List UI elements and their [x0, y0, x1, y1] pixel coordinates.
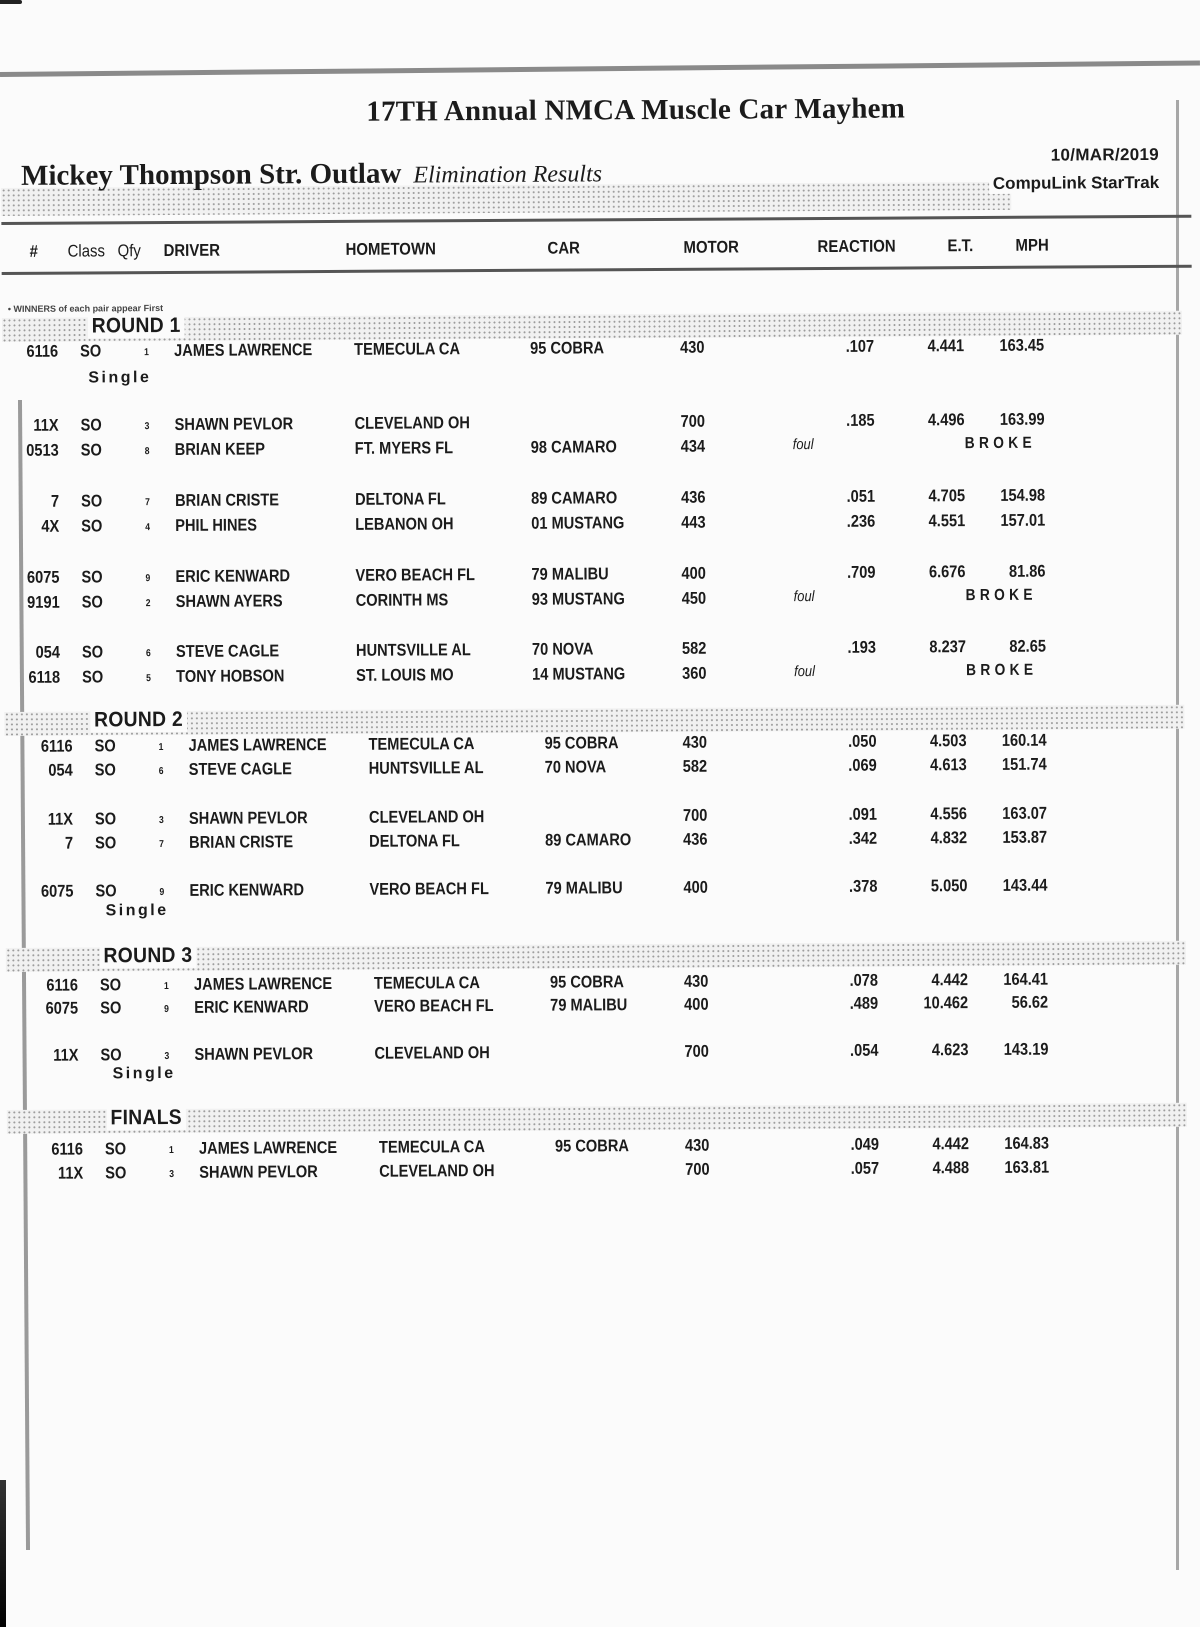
car-number: 0513: [26, 440, 59, 460]
elapsed-time: 4.496: [927, 410, 965, 430]
class-code: SO: [81, 516, 103, 536]
motor-size: 400: [683, 877, 708, 897]
winners-note: • WINNERS of each pair appear First: [7, 303, 164, 314]
motor-size: 430: [682, 732, 708, 752]
col-reaction: REACTION: [817, 236, 896, 257]
reaction-time: .489: [849, 993, 879, 1013]
broke-status: BROKE: [964, 434, 1036, 453]
reaction-time: .378: [848, 876, 878, 896]
car-model: 93 MUSTANG: [531, 589, 625, 609]
hometown: DELTONA FL: [354, 489, 446, 509]
driver-name: BRIAN KEEP: [174, 439, 265, 459]
qualifying-position: 7: [159, 839, 164, 851]
class-name: Mickey Thompson Str. Outlaw: [20, 157, 402, 192]
qualifying-position: 9: [159, 887, 165, 899]
elapsed-time: 4.442: [931, 970, 969, 990]
elapsed-time: 4.623: [931, 1040, 969, 1060]
car-number: 6116: [26, 341, 59, 361]
report-date: 10/MAR/2019: [1050, 144, 1160, 165]
class-code: SO: [104, 1139, 127, 1159]
hometown: FT. MYERS FL: [354, 438, 454, 458]
col-car: CAR: [547, 238, 581, 258]
elapsed-time: 4.442: [932, 1134, 970, 1154]
car-number: 11X: [57, 1163, 84, 1183]
col-driver: DRIVER: [163, 240, 221, 261]
hometown: TEMECULA CA: [368, 734, 475, 754]
col-qfy: Qfy: [117, 241, 141, 261]
qualifying-position: 4: [145, 522, 151, 534]
qualifying-position: 9: [145, 573, 151, 585]
car-model: 79 MALIBU: [545, 878, 623, 898]
driver-name: SHAWN PEVLOR: [174, 414, 294, 434]
qualifying-position: 6: [158, 766, 164, 778]
class-code: SO: [80, 440, 102, 460]
car-model: 01 MUSTANG: [531, 513, 625, 533]
trap-speed: 164.83: [1004, 1133, 1050, 1153]
motor-size: 582: [681, 638, 707, 658]
driver-name: ERIC KENWARD: [175, 566, 291, 586]
motor-size: 430: [683, 971, 709, 991]
reaction-time: .107: [845, 336, 875, 356]
motor-size: 430: [684, 1135, 710, 1155]
class-code: SO: [94, 736, 116, 756]
motor-size: 582: [682, 756, 708, 776]
header-rule-bottom: [2, 265, 1192, 275]
trap-speed: 82.65: [1009, 636, 1047, 656]
class-code: SO: [100, 998, 122, 1018]
hometown: HUNTSVILLE AL: [355, 640, 471, 660]
car-number: 9191: [27, 592, 60, 612]
trap-speed: 143.19: [1003, 1039, 1049, 1059]
report-type: Elimination Results: [413, 161, 603, 189]
trap-speed: 143.44: [1002, 875, 1048, 895]
foul-indicator: foul: [793, 588, 815, 606]
driver-name: ERIC KENWARD: [189, 880, 305, 900]
driver-name: ERIC KENWARD: [194, 997, 309, 1017]
car-model: 89 CAMARO: [545, 830, 632, 850]
round-label: ROUND 1: [88, 314, 184, 339]
class-code: SO: [105, 1163, 127, 1183]
car-number: 7: [64, 833, 74, 853]
car-model: 95 COBRA: [544, 733, 619, 753]
reaction-time: .091: [848, 804, 878, 824]
foul-indicator: foul: [794, 663, 815, 681]
driver-name: PHIL HINES: [175, 515, 258, 535]
trap-speed: 163.81: [1004, 1157, 1050, 1177]
motor-size: 400: [681, 563, 706, 583]
car-number: 6075: [45, 998, 79, 1018]
class-code: SO: [95, 881, 117, 901]
foul-indicator: foul: [792, 436, 814, 454]
motor-size: 436: [683, 829, 708, 849]
elapsed-time: 4.705: [928, 486, 966, 506]
round-label: ROUND 2: [90, 708, 186, 733]
reaction-time: .236: [846, 511, 876, 531]
hometown: VERO BEACH FL: [374, 996, 494, 1016]
hometown: LEBANON OH: [355, 514, 454, 534]
single-run-label: Single: [105, 901, 169, 920]
hometown: CLEVELAND OH: [354, 413, 470, 433]
class-title: [21, 156, 602, 193]
elapsed-time: 5.050: [930, 876, 968, 896]
car-number: 054: [48, 760, 73, 780]
elapsed-time: 4.488: [932, 1158, 970, 1178]
col-class: Class: [67, 241, 106, 261]
elapsed-time: 10.462: [923, 993, 969, 1013]
qualifying-position: 3: [169, 1168, 174, 1180]
qualifying-position: 3: [164, 1050, 170, 1063]
hometown: CLEVELAND OH: [368, 807, 485, 827]
col-motor: MOTOR: [683, 237, 739, 257]
motor-size: 430: [680, 337, 705, 357]
qualifying-position: 5: [146, 673, 151, 685]
class-code: SO: [81, 491, 103, 511]
reaction-time: .051: [846, 486, 876, 506]
elapsed-time: 4.556: [930, 804, 968, 824]
driver-name: STEVE CAGLE: [188, 759, 292, 779]
car-number: 11X: [53, 1045, 79, 1065]
class-code: SO: [100, 1045, 122, 1065]
trap-speed: 154.98: [1000, 485, 1046, 505]
car-model: 98 CAMARO: [530, 437, 617, 457]
car-number: 7: [50, 491, 60, 511]
motor-size: 700: [684, 1041, 709, 1061]
reaction-time: .078: [849, 970, 879, 990]
reaction-time: .054: [849, 1040, 879, 1060]
hometown: TEMECULA CA: [378, 1137, 485, 1157]
col-num: #: [29, 241, 38, 261]
col-mph: MPH: [1015, 235, 1049, 255]
car-model: 70 NOVA: [531, 639, 594, 659]
car-model: 95 COBRA: [554, 1136, 630, 1156]
car-model: 89 CAMARO: [530, 488, 618, 508]
trap-speed: 157.01: [1000, 510, 1046, 530]
motor-size: 700: [682, 805, 708, 825]
hometown: HUNTSVILLE AL: [368, 758, 484, 778]
car-number: 6116: [46, 975, 79, 995]
class-code: SO: [81, 642, 104, 662]
reaction-time: .069: [848, 755, 877, 775]
reaction-time: .185: [846, 410, 875, 430]
class-code: SO: [95, 833, 117, 853]
reaction-time: .050: [848, 731, 877, 751]
reaction-time: .709: [846, 562, 876, 582]
driver-name: SHAWN PEVLOR: [194, 1044, 314, 1064]
motor-size: 700: [680, 411, 706, 431]
car-model: 95 COBRA: [549, 972, 624, 992]
class-code: SO: [99, 975, 122, 995]
car-number: 11X: [47, 809, 74, 829]
elapsed-time: 4.613: [930, 755, 967, 775]
driver-name: JAMES LAWRENCE: [193, 973, 333, 994]
single-run-label: Single: [88, 369, 152, 387]
car-model: 14 MUSTANG: [532, 664, 626, 684]
hometown: ST. LOUIS MO: [356, 665, 454, 685]
broke-status: BROKE: [966, 661, 1038, 680]
motor-size: 436: [680, 487, 706, 507]
hometown: VERO BEACH FL: [369, 879, 489, 899]
qualifying-position: 7: [145, 497, 150, 509]
round-header-4: [7, 1103, 1187, 1134]
qualifying-position: 1: [158, 742, 164, 754]
motor-size: 400: [684, 994, 709, 1014]
car-number: 4X: [41, 516, 60, 536]
qualifying-position: 3: [144, 421, 150, 433]
driver-name: SHAWN PEVLOR: [188, 808, 308, 828]
driver-name: JAMES LAWRENCE: [174, 340, 313, 360]
qualifying-position: 2: [145, 598, 151, 610]
class-code: SO: [81, 567, 103, 587]
trap-speed: 56.62: [1011, 992, 1049, 1012]
motor-size: 443: [681, 512, 706, 532]
qualifying-position: 6: [145, 648, 151, 660]
driver-name: SHAWN AYERS: [175, 591, 283, 611]
car-number: 6075: [26, 567, 60, 587]
class-code: SO: [81, 592, 103, 612]
trap-speed: 81.86: [1008, 561, 1046, 581]
col-hometown: HOMETOWN: [345, 239, 436, 259]
hometown: TEMECULA CA: [373, 973, 480, 993]
driver-name: JAMES LAWRENCE: [188, 735, 327, 755]
reaction-time: .057: [850, 1158, 880, 1178]
driver-name: SHAWN PEVLOR: [199, 1162, 318, 1182]
car-number: 6116: [51, 1139, 84, 1159]
trap-speed: 163.99: [999, 409, 1045, 429]
hometown: DELTONA FL: [369, 831, 460, 851]
reaction-time: .342: [848, 828, 878, 848]
event-title: 17TH Annual NMCA Muscle Car Mayhem: [366, 92, 906, 128]
round-label: FINALS: [107, 1106, 186, 1130]
hometown: TEMECULA CA: [354, 339, 461, 359]
motor-size: 434: [680, 436, 706, 456]
col-et: E.T.: [947, 236, 974, 256]
class-code: SO: [82, 667, 104, 687]
elapsed-time: 4.551: [928, 511, 966, 531]
trap-speed: 153.87: [1002, 827, 1048, 847]
hometown: CORINTH MS: [355, 590, 449, 610]
driver-name: STEVE CAGLE: [175, 641, 280, 661]
car-number: 11X: [33, 415, 59, 435]
qualifying-position: 9: [164, 1003, 169, 1016]
elapsed-time: 4.832: [930, 828, 968, 848]
motor-size: 450: [681, 588, 707, 608]
elapsed-time: 8.237: [929, 637, 967, 657]
hometown: CLEVELAND OH: [374, 1043, 490, 1063]
header-rule-top: [1, 215, 1191, 225]
round-header-3: [6, 941, 1186, 972]
qualifying-position: 1: [144, 347, 149, 359]
car-model: 95 COBRA: [530, 338, 605, 358]
single-run-label: Single: [112, 1064, 176, 1083]
elapsed-time: 4.441: [927, 336, 965, 356]
car-model: 79 MALIBU: [550, 995, 628, 1015]
elapsed-time: 4.503: [929, 731, 967, 751]
qualifying-position: 3: [158, 815, 164, 827]
motor-size: 360: [682, 663, 707, 683]
hometown: CLEVELAND OH: [379, 1161, 495, 1181]
result-row: [5, 875, 1200, 906]
trap-speed: 164.41: [1003, 969, 1049, 989]
scan-edge-shadow: [0, 1480, 6, 1627]
class-code: SO: [94, 760, 116, 780]
car-model: 79 MALIBU: [531, 564, 609, 584]
car-number: 6116: [40, 736, 73, 756]
qualifying-position: 1: [163, 980, 169, 993]
driver-name: BRIAN CRISTE: [189, 832, 294, 852]
class-code: SO: [80, 341, 102, 361]
car-number: 6075: [40, 881, 74, 901]
car-number: 054: [35, 642, 61, 662]
round-label: ROUND 3: [100, 944, 196, 969]
trap-speed: 163.45: [999, 335, 1045, 355]
reaction-time: .193: [847, 637, 877, 657]
car-model: 70 NOVA: [544, 757, 607, 777]
qualifying-position: 8: [144, 446, 150, 458]
car-number: 6118: [28, 667, 61, 687]
timing-vendor: CompuLink StarTrak: [989, 173, 1159, 194]
class-code: SO: [80, 415, 102, 435]
elapsed-time: 6.676: [928, 562, 966, 582]
qualifying-position: 1: [168, 1144, 174, 1156]
driver-name: BRIAN CRISTE: [175, 490, 280, 510]
class-code: SO: [94, 809, 117, 829]
hometown: VERO BEACH FL: [355, 565, 475, 585]
driver-name: JAMES LAWRENCE: [198, 1137, 338, 1158]
result-row: [6, 1039, 1200, 1070]
driver-name: TONY HOBSON: [176, 666, 285, 686]
broke-status: BROKE: [965, 586, 1037, 605]
trap-speed: 163.07: [1002, 803, 1048, 823]
trap-speed: 160.14: [1001, 730, 1047, 750]
reaction-time: .049: [850, 1134, 880, 1154]
motor-size: 700: [685, 1159, 710, 1179]
trap-speed: 151.74: [1001, 754, 1047, 774]
